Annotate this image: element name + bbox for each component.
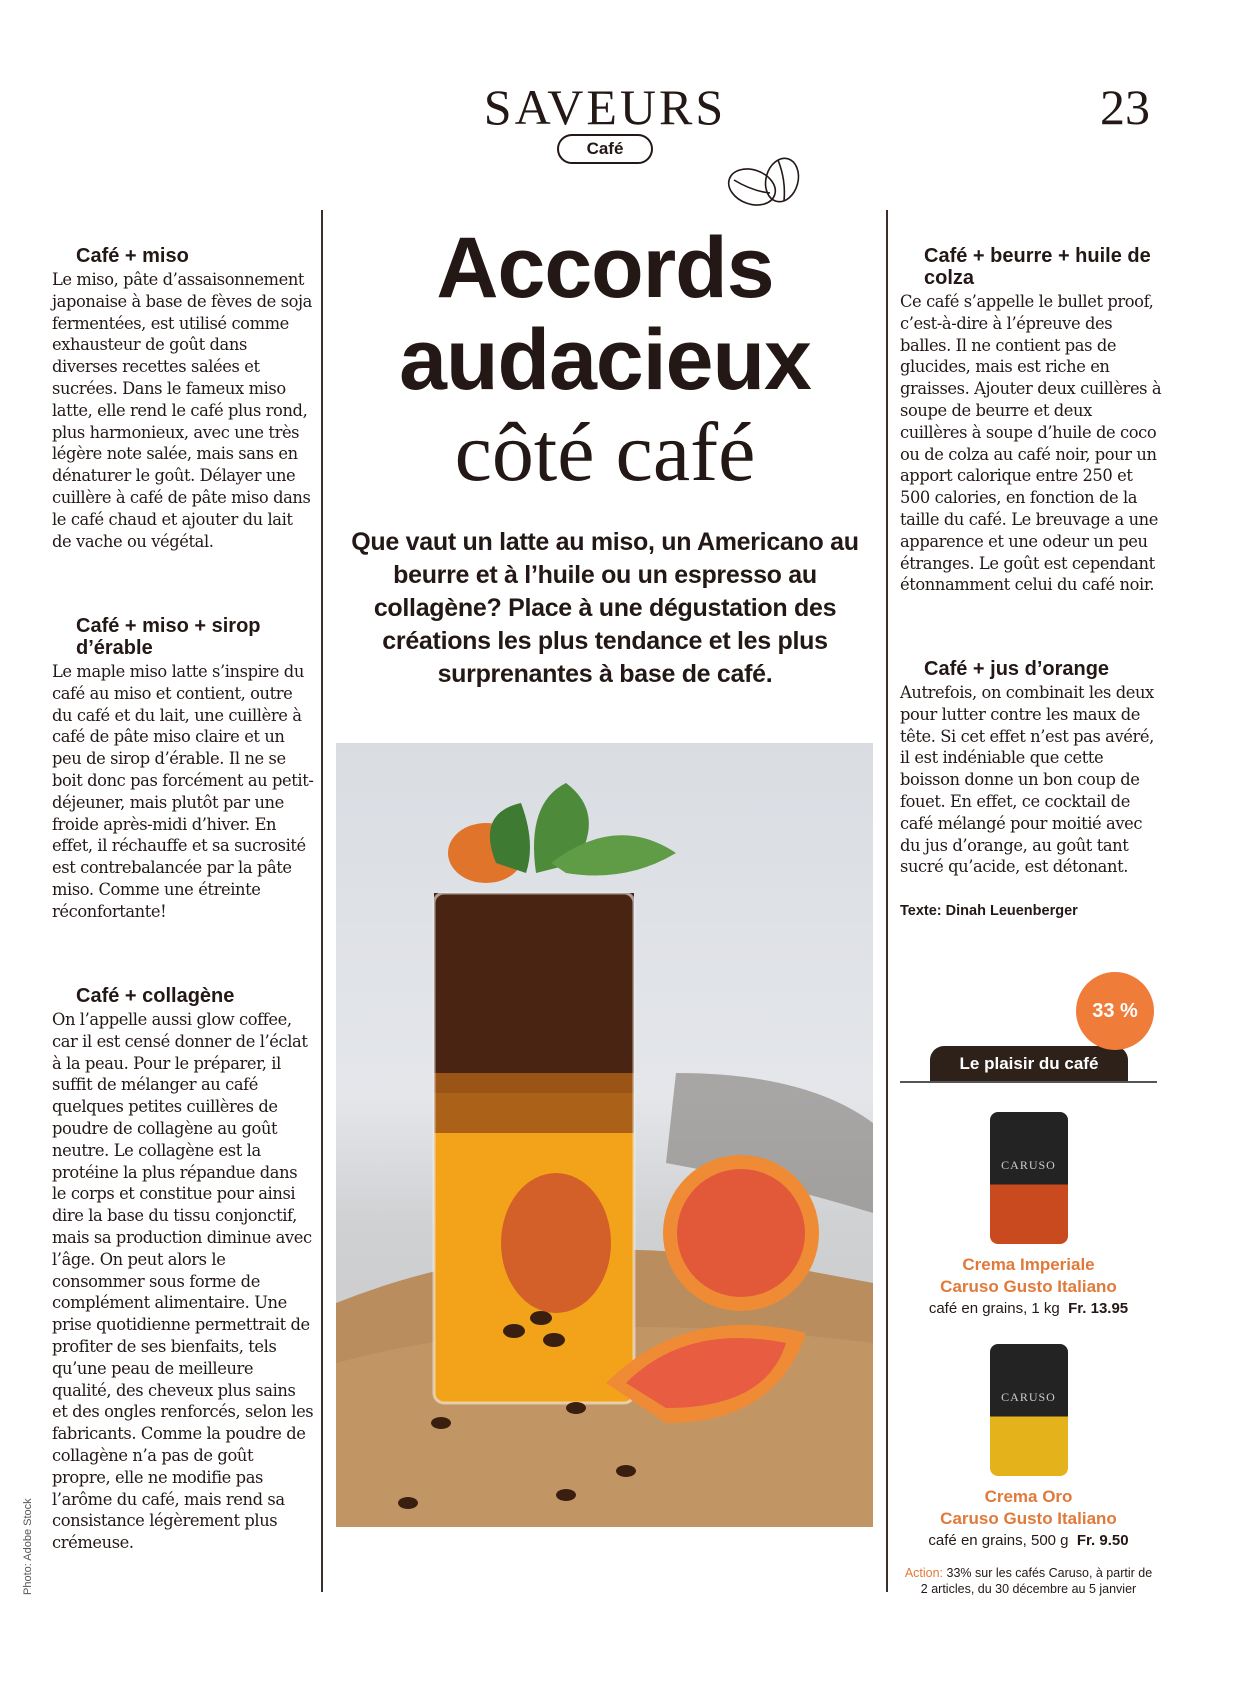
column-divider-right [886, 210, 888, 1592]
coffee-bag-image [990, 1344, 1068, 1476]
action-label: Action: [904, 1566, 944, 1580]
bag-brand: CARUSO [1001, 1158, 1056, 1172]
section-heading: Café + miso + sirop d’érable [76, 615, 261, 659]
section-bulletproof [900, 245, 1162, 596]
discount-badge: 33 % [1076, 972, 1154, 1050]
headline-line1: Accords [436, 220, 774, 316]
photo-credit: Photo: Adobe Stock [22, 1498, 34, 1595]
coffee-bag-image [990, 1112, 1068, 1244]
section-miso [52, 245, 314, 552]
section-orange [900, 658, 1162, 878]
product-crema-oro [900, 1344, 1157, 1552]
section-text: Le maple miso latte s’inspire du café au miso et contient, outre du café et du lait, une cuillère à café de pâte miso claire et un peu de sirop d’érable. Il ne se boit donc pas forcément au petit-déjeuner, mais plutôt par une froide après-midi d’hiver. En effet, il réchauffe et sa sucrosité est contrebalancée par la pâte miso. Comme une étreinte réconfortante! [52, 662, 314, 921]
section-text: Ce café s’appelle le bullet proof, c’est-à-dire à l’épreuve des balles. Il ne contient pas de glucides, mais est riche en graisses. Ajouter deux cuillères à soupe de beurre et deux cuillères à soupe d’huile de coco ou de colza au café noir, pour un apport calorique entre 250 et 500 calories, en fonction de la taille du café. Le breuvage a une apparence et une odeur un peu étranges. Le goût est cependant étonnamment celui du café noir. [900, 292, 1162, 595]
product-desc: café en grains, 1 kg [928, 1300, 1060, 1317]
promo-tab: Le plaisir du café [930, 1046, 1128, 1082]
promo-action-text [900, 1565, 1157, 1597]
intro-text: Que vaut un latte au miso, un Americano au beurre et à l’huile ou un espresso au collagène? Place à une dégustation des créations les plus tendance et les plus surprenantes à base de café. [351, 528, 859, 688]
headline-line2: audacieux [399, 312, 811, 408]
product-crema-imperiale [900, 1112, 1157, 1320]
section-text: Le miso, pâte d’assaisonnement japonaise à base de fèves de soja fermentées, est utilisé comme exhausteur de goût dans diverses recettes salées et sucrées. Dans le fameux miso latte, elle rend le café plus rond, plus harmonieux, avec une très légère note salée, mais sans en dénaturer le goût. Délayer une cuillère à café de pâte miso dans le café chaud et ajouter du lait de vache ou végétal. [52, 270, 312, 551]
section-heading: Café + jus d’orange [924, 658, 1110, 680]
action-details: 33% sur les cafés Caruso, à partir de 2 articles, du 30 décembre au 5 janvier [920, 1566, 1153, 1596]
category-pill: Café [557, 134, 653, 164]
product-price: Fr. 13.95 [1068, 1300, 1129, 1317]
section-heading: Café + beurre + huile de colza [924, 245, 1151, 289]
iced-coffee-orange-photo [336, 743, 873, 1527]
section-text: On l’appelle aussi glow coffee, car il est censé donner de l’éclat à la peau. Pour le préparer, il suffit de mélanger au café quelques petites cuillères de poudre de collagène au goût neutre. Le collagène est la protéine la plus répandue dans le corps et constitue pour ainsi dire la base du tissu conjonctif, mais sa production diminue avec l’âge. On peut alors le consommer sous forme de complément alimentaire. Une prise quotidienne permettrait de profiter de ses bienfaits, tels qu’une peau de meilleure qualité, des cheveux plus sains et des ongles renforcés, selon les fabricants. Comme la poudre de collagène n’a pas de goût propre, elle ne modifie pas l’arôme du café, mais rend sa consistance légèrement plus crémeuse. [52, 1010, 314, 1553]
page-number: 23 [1100, 79, 1150, 135]
product-name: Crema Oro [984, 1487, 1073, 1506]
photo-illustration [336, 743, 873, 1527]
rubric-title: SAVEURS [483, 79, 727, 135]
product-desc: café en grains, 500 g [928, 1532, 1069, 1549]
promo-rule [900, 1081, 1157, 1083]
product-brand: Caruso Gusto Italiano [940, 1509, 1117, 1528]
headline [335, 222, 875, 406]
section-collagen [52, 985, 314, 1554]
section-text: Autrefois, on combinait les deux pour lutter contre les maux de tête. Si cet effet n’est pas avéré, il est indéniable que cette boisson donne un bon coup de fouet. En effet, ce cocktail de café mélangé pour moitié avec du jus d’orange, au goût tant sucré qu’acide, est détonant. [900, 683, 1154, 877]
section-miso-maple [52, 615, 314, 923]
bag-brand: CARUSO [1001, 1390, 1056, 1404]
product-price: Fr. 9.50 [1076, 1532, 1129, 1549]
column-divider-left [321, 210, 323, 1592]
section-heading: Café + collagène [76, 985, 235, 1007]
byline: Texte: Dinah Leuenberger [900, 903, 1078, 919]
coffee-beans-icon [724, 155, 808, 213]
section-heading: Café + miso [76, 245, 189, 267]
headline-subtitle: côté café [454, 406, 756, 499]
product-name: Crema Imperiale [962, 1255, 1095, 1274]
product-brand: Caruso Gusto Italiano [940, 1277, 1117, 1296]
